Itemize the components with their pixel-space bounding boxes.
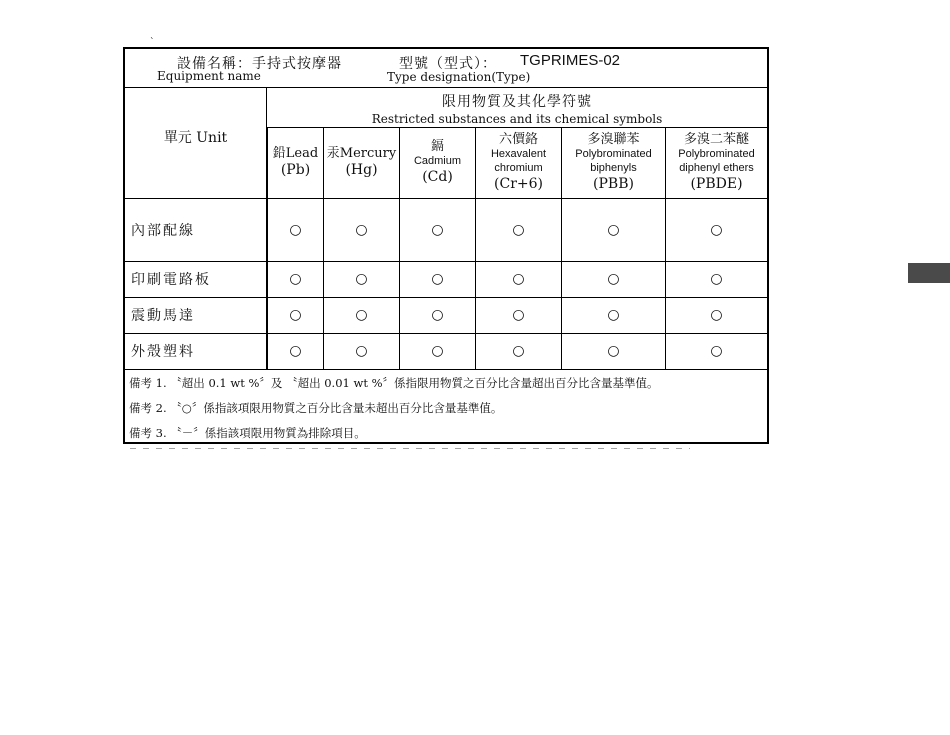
header-row: [125, 49, 767, 88]
table-cell: [561, 199, 665, 261]
table-row: [125, 297, 767, 334]
table-cell: [665, 297, 767, 333]
column-label-zh: 鎘: [430, 139, 444, 154]
table-cell: [323, 199, 399, 261]
cropped-text-line: [130, 444, 690, 450]
row-unit-name: 內部配線: [125, 199, 267, 261]
circle-mark: ○: [710, 222, 723, 238]
table-cell: [399, 199, 475, 261]
column-symbol: (Cr+6): [494, 176, 543, 192]
circle-mark: ○: [607, 222, 620, 238]
table-cell: [267, 297, 323, 333]
column-label-zh: 汞Mercury: [326, 146, 397, 161]
table-cell: [323, 297, 399, 333]
column-label-zh: 多溴二苯醚: [683, 132, 749, 147]
column-pbb: [561, 127, 665, 199]
column-lead: [267, 127, 323, 199]
column-mercury: [323, 127, 399, 199]
circle-mark: ○: [289, 307, 302, 323]
restricted-substances-zh: 限用物質及其化學符號: [442, 94, 592, 110]
column-label-en: Hexavalent chromium: [490, 148, 547, 174]
table-cell: [475, 297, 561, 333]
column-pbde: [665, 127, 767, 199]
circle-mark: ○: [355, 271, 368, 287]
restricted-substances-en: Restricted substances and its chemical symbols: [371, 112, 663, 126]
row-unit-name: 外殼塑料: [125, 333, 267, 369]
table-cell: [665, 199, 767, 261]
circle-mark: ○: [512, 271, 525, 287]
table-cell: [399, 261, 475, 297]
table-cell: [665, 261, 767, 297]
circle-mark: ○: [512, 343, 525, 359]
table-cell: [267, 261, 323, 297]
restricted-substances-header: [267, 87, 767, 128]
unit-label: 單元 Unit: [163, 129, 228, 146]
circle-mark: ○: [431, 222, 444, 238]
model-value: TGPRIMES-02: [520, 52, 621, 69]
column-hexavalent-chromium: [475, 127, 561, 199]
table-cell: [561, 333, 665, 369]
table-row: [125, 199, 767, 262]
circle-mark: ○: [710, 307, 723, 323]
equipment-name-zh: 設備名稱：手持式按摩器: [177, 56, 342, 72]
column-label-en: Polybrominated biphenyls: [575, 148, 652, 174]
circle-mark: ○: [431, 271, 444, 287]
table-cell: [561, 297, 665, 333]
table-cell: [267, 199, 323, 261]
table-cell: [475, 261, 561, 297]
notes-section: [129, 371, 659, 446]
circle-mark: ○: [607, 307, 620, 323]
rohs-declaration-table: [123, 47, 769, 444]
column-symbol: (PBDE): [690, 176, 743, 192]
column-label-en: Cadmium: [413, 155, 462, 167]
circle-mark: ○: [512, 307, 525, 323]
table-cell: [665, 333, 767, 369]
model-label-zh: 型號（型式）：: [399, 56, 497, 72]
column-symbol: (PBB): [593, 176, 634, 192]
circle-mark: ○: [355, 222, 368, 238]
circle-mark: ○: [355, 307, 368, 323]
model-label-en: Type designation(Type): [387, 70, 531, 84]
table-row: [125, 261, 767, 298]
circle-mark: ○: [289, 343, 302, 359]
circle-mark: ○: [710, 343, 723, 359]
table-cell: [399, 333, 475, 369]
top-mark: ˋ: [150, 38, 155, 48]
circle-mark: ○: [289, 271, 302, 287]
row-unit-name: 震動馬達: [125, 297, 267, 333]
circle-mark: ○: [289, 222, 302, 238]
column-symbol: (Cd): [422, 169, 453, 185]
unit-header: [125, 87, 267, 199]
column-label-zh: 多溴聯苯: [587, 132, 640, 147]
note-1: 備考 1. 〝超出 0.1 wt %〞及 〝超出 0.01 wt %〞係指限用物質之百分比含量超出百分比含量基準值。: [129, 376, 659, 390]
circle-mark: ○: [431, 343, 444, 359]
circle-mark: ○: [607, 271, 620, 287]
table-cell: [323, 261, 399, 297]
table-cell: [561, 261, 665, 297]
circle-mark: ○: [710, 271, 723, 287]
table-cell: [399, 297, 475, 333]
table-cell: [475, 199, 561, 261]
circle-mark: ○: [355, 343, 368, 359]
table-cell: [267, 333, 323, 369]
column-symbol: (Hg): [345, 162, 378, 178]
circle-mark: ○: [512, 222, 525, 238]
table-row: [125, 333, 767, 370]
table-cell: [323, 333, 399, 369]
column-label-en: Polybrominated diphenyl ethers: [678, 148, 755, 174]
circle-mark: ○: [431, 307, 444, 323]
circle-mark: ○: [607, 343, 620, 359]
equipment-name-en: Equipment name: [157, 69, 261, 83]
note-3: 備考 3. 〝－〞係指該項限用物質為排除項目。: [129, 426, 366, 440]
page-edge-tab: [908, 263, 950, 283]
column-label-zh: 六價鉻: [498, 132, 538, 147]
row-unit-name: 印刷電路板: [125, 261, 267, 297]
note-2: 備考 2. 〝○〞係指該項限用物質之百分比含量未超出百分比含量基準值。: [129, 401, 503, 415]
table-cell: [475, 333, 561, 369]
column-cadmium: [399, 127, 475, 199]
column-symbol: (Pb): [280, 162, 311, 178]
column-label-zh: 鉛Lead: [272, 146, 319, 161]
